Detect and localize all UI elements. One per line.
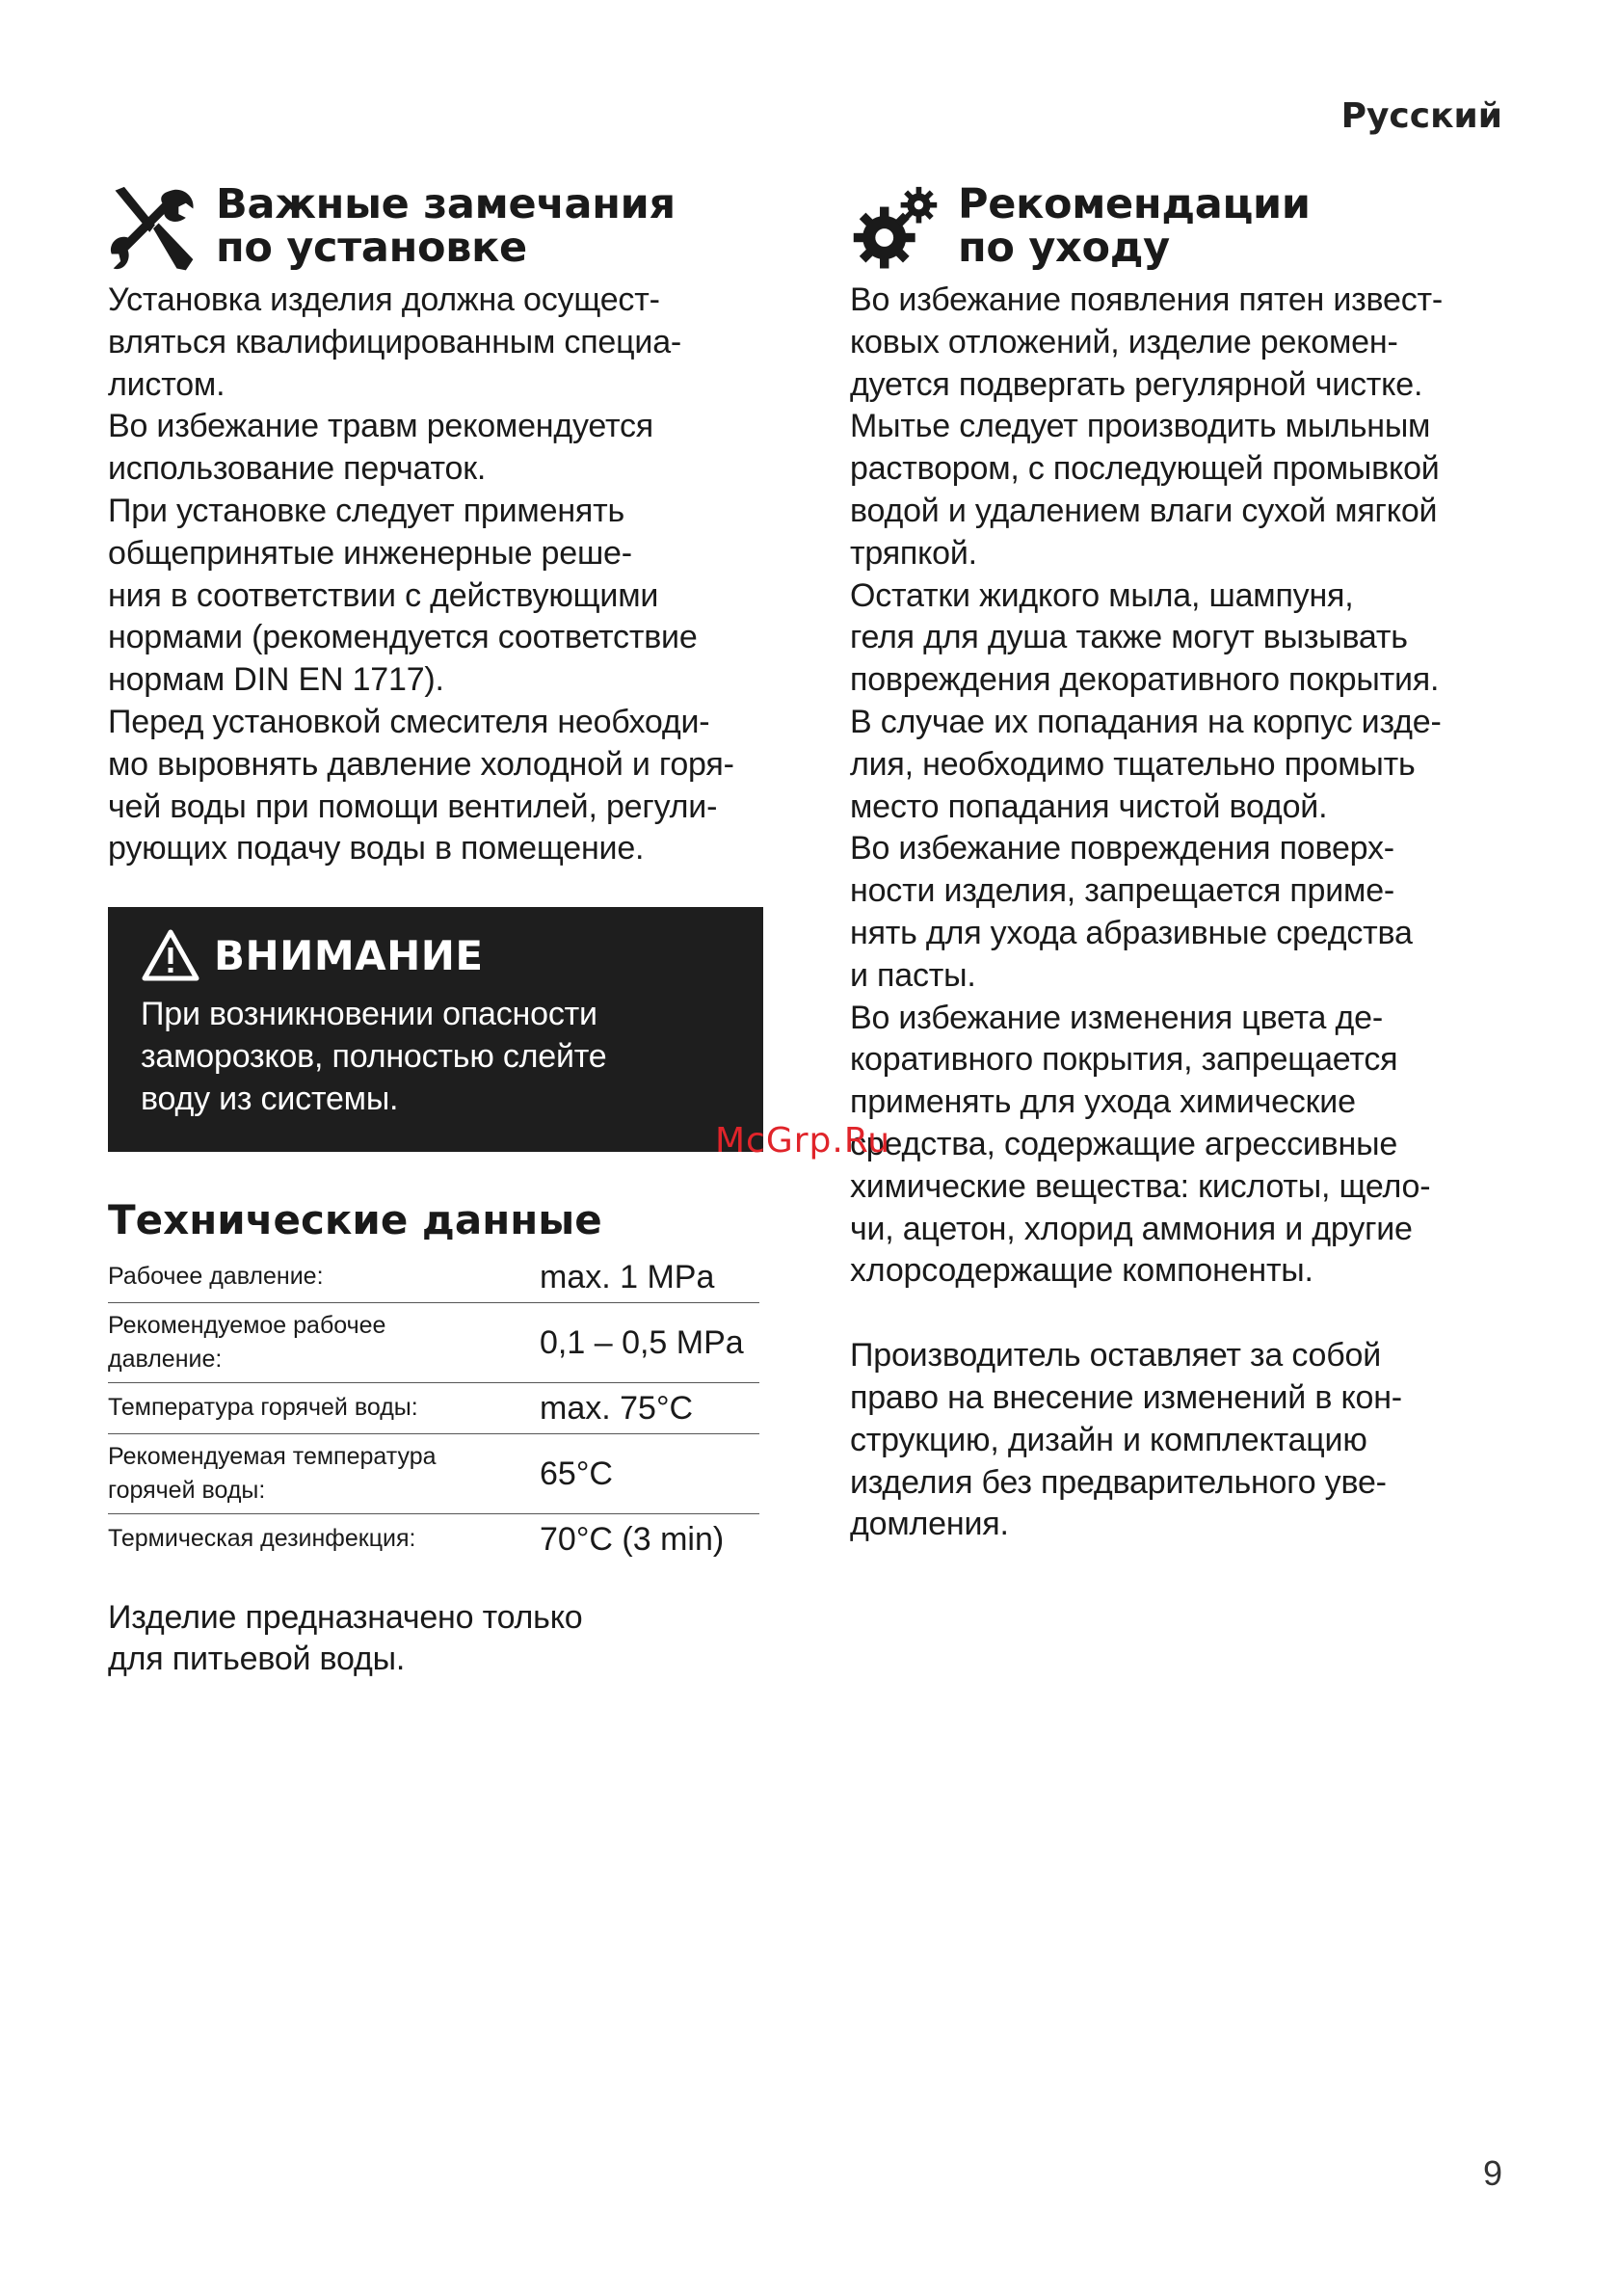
- install-para-4: Перед установкой смесителя необходи- мо выровнять давление холодной и горя- чей воды при помощи вентилей, регули- рующих подачу воды в помещение.: [108, 703, 734, 868]
- gears-icon: [850, 185, 941, 276]
- care-para-3: Остатки жидкого мыла, шампуня, геля для душа также могут вызывать повреждения декоративного покрытия. В случае их попадания на корпус изде- лия, необходимо тщательно промыть место попадания чистой водой.: [850, 576, 1442, 825]
- language-label: Русский: [1340, 96, 1502, 136]
- warning-heading: [141, 928, 730, 982]
- spec-label: Рекомендуемое рабочее давление:: [108, 1311, 386, 1373]
- tech-data-title: Технические данные: [108, 1195, 602, 1243]
- table-row: [108, 1252, 759, 1303]
- care-para-5: Во избежание изменения цвета де- коративного покрытия, запрещается применять для ухода химические средства, содержащие агрессивные химические вещества: кислоты, щело- чи, ацетон, хлорид аммония и другие хлорсодержащие компоненты.: [850, 999, 1431, 1290]
- care-column: [850, 180, 1515, 1546]
- spec-value: 0,1 – 0,5 MPa: [540, 1323, 744, 1361]
- table-row: [108, 1434, 759, 1514]
- spec-label: Рабочее давление:: [108, 1263, 324, 1291]
- care-heading: [850, 180, 1515, 276]
- spec-value: 70°C (3 min): [540, 1520, 725, 1558]
- table-row: [108, 1514, 759, 1564]
- care-para-4: Во избежание повреждения поверх- ности изделия, запрещается приме- нять для ухода абразивные средства и пасты.: [850, 830, 1413, 994]
- watermark: McGrp.Ru: [715, 1121, 891, 1161]
- care-title-line1: Рекомендации: [958, 180, 1311, 228]
- install-para-2: Во избежание травм рекомендуется использование перчаток.: [108, 408, 654, 488]
- install-title-line1: Важные замечания: [216, 180, 676, 228]
- tools-icon: [108, 185, 199, 276]
- care-para-2: Мытье следует производить мыльным раствором, с последующей промывкой водой и удалением влаги сухой мягкой тряпкой.: [850, 408, 1440, 572]
- table-row: [108, 1303, 759, 1383]
- care-title-line2: по уходу: [958, 224, 1170, 272]
- drinking-water-note: Изделие предназначено только для питьевой воды.: [108, 1598, 583, 1678]
- install-title-line2: по установке: [216, 224, 527, 272]
- warning-text: При возникновении опасности заморозков, полностью слейте воду из системы.: [141, 996, 607, 1117]
- spec-value: max. 1 MPa: [540, 1258, 715, 1295]
- warning-triangle-icon: [141, 928, 200, 982]
- spec-label: Термическая дезинфекция:: [108, 1525, 416, 1553]
- install-heading: [108, 180, 763, 276]
- spec-label: Температура горячей воды:: [108, 1394, 418, 1422]
- tech-data-table: [108, 1252, 759, 1564]
- page-number: 9: [1482, 2153, 1502, 2193]
- warning-box: [108, 907, 763, 1151]
- install-column: [108, 180, 763, 1681]
- spec-value: 65°C: [540, 1455, 613, 1492]
- install-para-1: Установка изделия должна осущест- вляться квалифицированным специа- листом.: [108, 281, 682, 403]
- warning-title: ВНИМАНИЕ: [214, 931, 484, 979]
- spec-value: max. 75°C: [540, 1389, 694, 1427]
- spec-label: Рекомендуемая температура горячей воды:: [108, 1442, 437, 1504]
- paragraph-gap: [850, 1293, 1515, 1335]
- table-row: [108, 1383, 759, 1434]
- care-para-1: Во избежание появления пятен извест- ковых отложений, изделие рекомен- дуется подвергать регулярной чистке.: [850, 281, 1444, 403]
- install-para-3: При установке следует применять общепринятые инженерные реше- ния в соответствии с действующими нормами (рекомендуется соответствие нормам DIN EN 1717).: [108, 492, 698, 699]
- care-para-6: Производитель оставляет за собой право на внесение изменений в кон- струкцию, дизайн и комплектацию изделия без предварительного уве- домления.: [850, 1337, 1402, 1543]
